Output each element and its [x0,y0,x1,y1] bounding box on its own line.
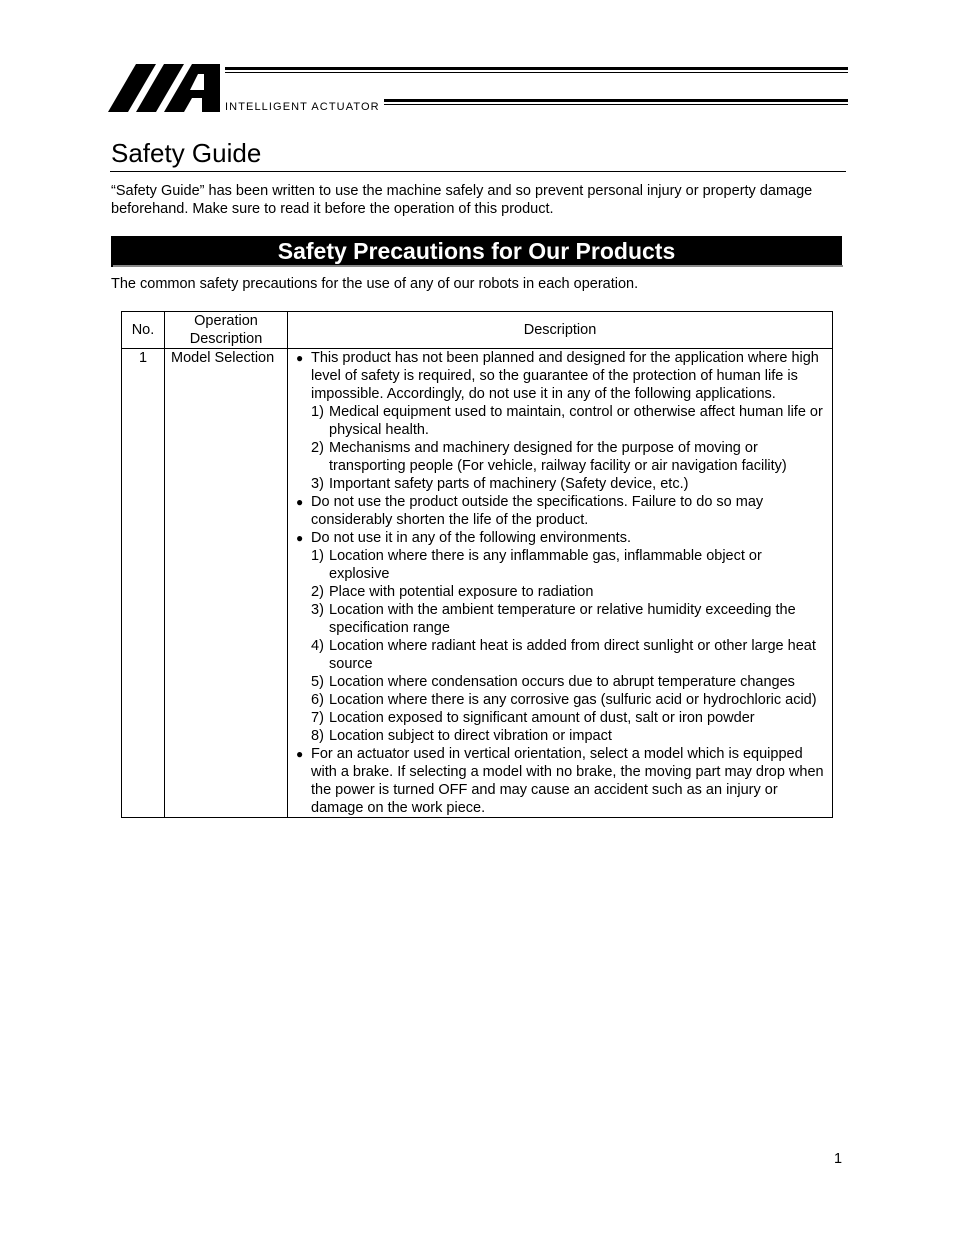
subitem-number: 3) [311,476,324,492]
page-number: 1 [834,1151,843,1167]
common-text: The common safety precautions for the use of any of our robots in each operation. [111,276,639,292]
subitem-text: Location subject to direct vibration or impact [329,728,612,744]
subitem-text: Location where there is any inflammable gas, inflammable object or explosive [329,548,762,582]
description-subitem [296,637,826,673]
header-rule [225,72,848,73]
column-header-description: Description [288,312,833,349]
subitem-number: 1) [311,548,324,564]
page-title: Safety Guide [111,138,262,168]
subitem-number: 2) [311,440,324,456]
header-rule [225,67,848,70]
description-subitem [296,691,826,709]
banner-shadow [113,265,843,267]
row-operation: Model Selection [165,349,288,818]
description-bullet [296,349,826,403]
subitem-number: 2) [311,584,324,600]
subitem-text: Location exposed to significant amount of dust, salt or iron powder [329,710,755,726]
bullet-text: For an actuator used in vertical orientation, select a model which is equipped with a brake. If selecting a model with no brake, the moving part may drop when the power is turned OFF and may cause an accident such as an injury or damage on the work piece. [311,746,824,816]
description-subitem [296,727,826,745]
subitem-number: 1) [311,404,324,420]
row-number: 1 [122,349,165,818]
subitem-number: 8) [311,728,324,744]
bullet-text: Do not use the product outside the specifications. Failure to do so may considerably shorten the life of the product. [311,494,764,528]
subitem-number: 7) [311,710,324,726]
description-subitem [296,601,826,637]
subitem-number: 4) [311,638,324,654]
section-banner: Safety Precautions for Our Products [111,236,842,267]
column-header-operation: Operation Description [165,312,288,349]
safety-table [121,311,833,818]
subitem-text: Important safety parts of machinery (Safety device, etc.) [329,476,689,492]
bullet-text: Do not use it in any of the following environments. [311,530,631,546]
description-subitem [296,403,826,439]
iai-logo-icon [108,64,220,112]
row-description [288,349,833,818]
intro-paragraph: “Safety Guide” has been written to use the machine safely and so prevent personal injury or property damage beforehand. Make sure to read it before the operation of this product. [111,183,813,217]
subitem-number: 6) [311,692,324,708]
subitem-text: Location with the ambient temperature or relative humidity exceeding the specification range [329,602,796,636]
description-subitem [296,709,826,727]
subitem-number: 5) [311,674,324,690]
description-subitem [296,439,826,475]
page-header [108,64,848,116]
description-subitem [296,673,826,691]
table-header-row [122,312,833,349]
description-bullet [296,529,826,547]
description-bullet [296,745,826,817]
subitem-text: Medical equipment used to maintain, control or otherwise affect human life or physical health. [329,404,823,438]
subitem-text: Place with potential exposure to radiation [329,584,594,600]
description-bullet [296,493,826,529]
bullet-text: This product has not been planned and designed for the application where high level of safety is required, so the guarantee of the protection of human life is impossible. Accordingly, do not use it in any of the following applications. [311,350,819,402]
header-rule [384,99,848,102]
description-subitem [296,475,826,493]
subitem-text: Location where radiant heat is added from direct sunlight or other large heat source [329,638,816,672]
description-subitem [296,583,826,601]
subitem-text: Mechanisms and machinery designed for the purpose of moving or transporting people (For vehicle, railway facility or air navigation facility) [329,440,787,474]
subitem-text: Location where there is any corrosive gas (sulfuric acid or hydrochloric acid) [329,692,817,708]
brand-name: INTELLIGENT ACTUATOR [225,101,380,113]
subitem-number: 3) [311,602,324,618]
title-divider [110,171,846,172]
description-subitem [296,547,826,583]
table-row [122,349,833,818]
header-rule [384,104,848,105]
column-header-no: No. [122,312,165,349]
subitem-text: Location where condensation occurs due to abrupt temperature changes [329,674,795,690]
